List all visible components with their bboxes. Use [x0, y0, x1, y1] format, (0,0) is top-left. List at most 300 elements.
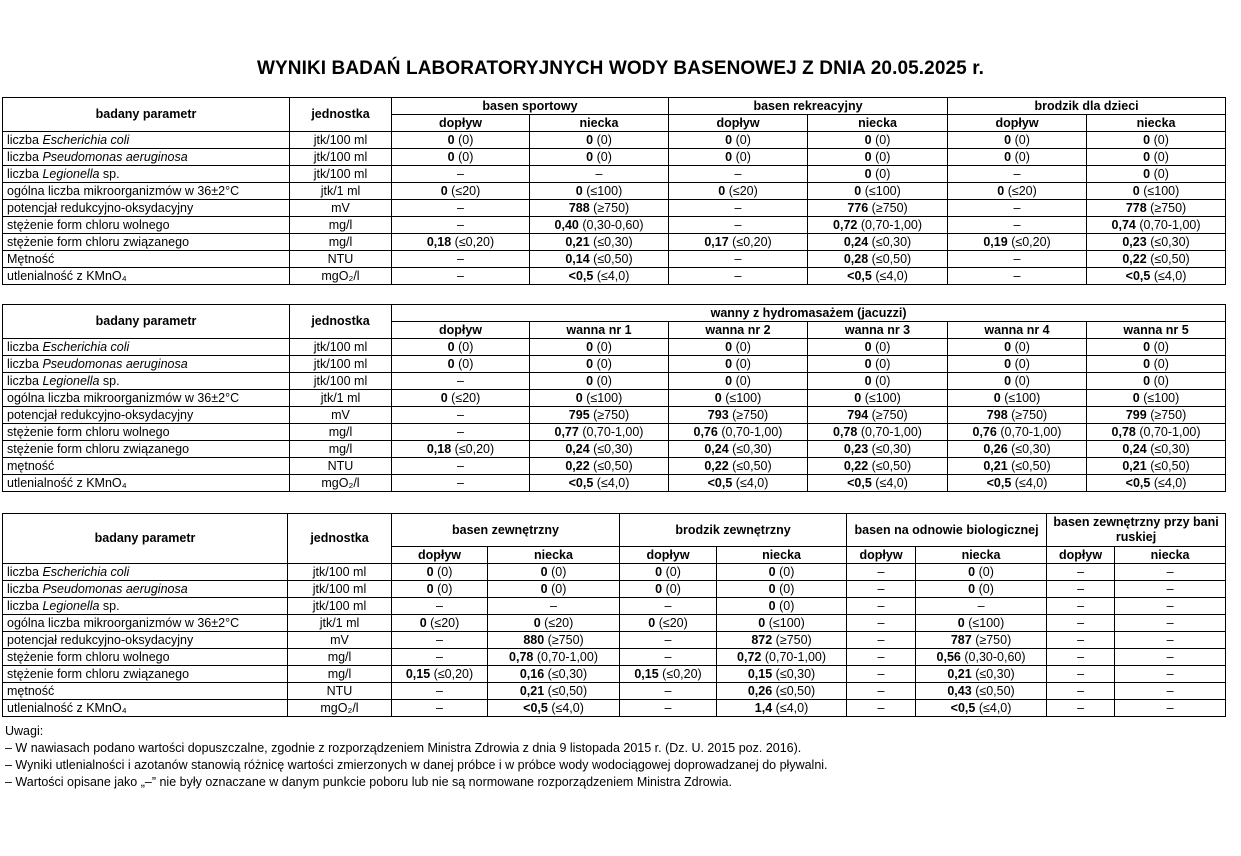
result-value: 0,15	[405, 666, 431, 681]
limit-value: (0)	[1014, 339, 1030, 354]
limit-value: –	[734, 200, 742, 215]
value-cell	[717, 598, 847, 615]
value-cell	[1115, 581, 1226, 598]
value-cell	[392, 390, 530, 407]
param-cell	[3, 268, 290, 285]
param-text: utlenialność z KMnO₄	[7, 268, 127, 283]
value-cell	[1087, 458, 1226, 475]
sub-header: dopływ	[847, 547, 916, 564]
param-cell	[3, 615, 288, 632]
limit-value: (≤100)	[864, 183, 901, 198]
limit-value: (0)	[875, 149, 891, 164]
limit-value: (0)	[875, 356, 891, 371]
value-cell	[1087, 200, 1226, 217]
value-cell	[916, 683, 1047, 700]
limit-value: –	[734, 251, 742, 266]
value-cell	[392, 581, 488, 598]
param-text: liczba	[7, 132, 43, 147]
result-value: 0	[586, 339, 594, 354]
value-cell	[1087, 268, 1226, 285]
limit-value: (≤100)	[768, 615, 805, 630]
limit-value: –	[1166, 564, 1174, 579]
result-value: 0	[447, 132, 455, 147]
table-body	[3, 564, 1226, 717]
value-cell	[392, 217, 530, 234]
value-cell	[392, 615, 488, 632]
limit-value: (≤0,30)	[547, 666, 588, 681]
value-cell	[948, 373, 1087, 390]
value-cell	[1087, 234, 1226, 251]
table-body	[3, 132, 1226, 285]
result-value: 0,19	[983, 234, 1008, 249]
limit-value: (0)	[596, 356, 612, 371]
value-cell	[1087, 251, 1226, 268]
table-row	[3, 683, 1226, 700]
value-cell	[1047, 649, 1115, 666]
value-cell	[488, 666, 620, 683]
result-value: 0	[447, 339, 455, 354]
value-cell	[948, 200, 1087, 217]
value-cell	[717, 666, 847, 683]
result-value: 0,21	[983, 458, 1008, 473]
limit-value: –	[1077, 683, 1085, 698]
limit-value: (≤0,30)	[732, 441, 772, 456]
result-value: 0	[725, 373, 733, 388]
table-row	[3, 390, 1226, 407]
value-cell	[948, 339, 1087, 356]
table-row	[3, 581, 1226, 598]
unit-header: jednostka	[288, 514, 392, 564]
result-value: 0	[648, 615, 656, 630]
limit-value: –	[1013, 166, 1021, 181]
value-cell	[669, 407, 808, 424]
param-text-italic: Legionella	[42, 166, 100, 181]
limit-value: –	[1077, 564, 1085, 579]
limit-value: (≤0,50)	[1150, 458, 1190, 473]
limit-value: (≤100)	[864, 390, 901, 405]
unit-cell: NTU	[290, 458, 392, 475]
result-value: 0	[997, 183, 1005, 198]
limit-value: –	[877, 615, 885, 630]
limit-value: (0)	[596, 373, 612, 388]
limit-value: –	[1166, 581, 1174, 596]
value-cell	[916, 598, 1047, 615]
limit-value: (≤20)	[430, 615, 460, 630]
param-cell	[3, 217, 290, 234]
value-cell	[620, 700, 717, 717]
param-text-italic: Escherichia coli	[42, 339, 130, 354]
unit-cell: mgO₂/l	[288, 700, 392, 717]
value-cell	[392, 407, 530, 424]
limit-value: –	[664, 598, 672, 613]
result-value: 0	[1004, 149, 1012, 164]
unit-header: jednostka	[290, 305, 392, 339]
value-cell	[669, 251, 808, 268]
value-cell	[669, 373, 808, 390]
value-cell	[1047, 598, 1115, 615]
value-cell	[1087, 407, 1226, 424]
result-value: 0	[864, 149, 872, 164]
value-cell	[948, 183, 1087, 200]
value-cell	[808, 149, 948, 166]
param-text: mętność	[7, 458, 55, 473]
limit-value: –	[436, 683, 443, 698]
group-header: brodzik zewnętrzny	[620, 514, 847, 547]
param-cell	[3, 441, 290, 458]
value-cell	[669, 356, 808, 373]
result-value: 0,77	[554, 424, 579, 439]
value-cell	[530, 183, 669, 200]
unit-cell: mgO₂/l	[290, 475, 392, 492]
limit-value: (0)	[1153, 149, 1169, 164]
value-cell	[1047, 683, 1115, 700]
result-value: 0	[725, 132, 733, 147]
table-row	[3, 217, 1226, 234]
param-cell	[3, 234, 290, 251]
limit-value: –	[1166, 615, 1174, 630]
limit-value: (≤4,0)	[775, 700, 809, 715]
result-value: 0	[440, 183, 448, 198]
limit-value: –	[734, 217, 742, 232]
unit-cell: mg/l	[290, 217, 392, 234]
result-value: 0	[864, 373, 872, 388]
table-row	[3, 649, 1226, 666]
limit-value: (0)	[779, 598, 795, 613]
limit-value: (0,70-1,00)	[1000, 424, 1062, 439]
table-row	[3, 166, 1226, 183]
value-cell	[808, 217, 948, 234]
result-value: 0,14	[565, 251, 590, 266]
limit-value: (0)	[735, 339, 751, 354]
result-value: 0	[1004, 339, 1012, 354]
param-text: sp.	[99, 166, 120, 181]
param-cell	[3, 407, 290, 424]
page-title: WYNIKI BADAŃ LABORATORYJNYCH WODY BASENOWEJ Z DNIA 20.05.2025 r.	[256, 58, 985, 79]
limit-value: –	[457, 424, 464, 439]
limit-value: –	[1077, 581, 1085, 596]
limit-value: (0,70-1,00)	[860, 217, 923, 232]
value-cell	[530, 339, 669, 356]
value-cell	[717, 615, 847, 632]
limit-value: –	[1077, 700, 1085, 715]
unit-cell: mg/l	[290, 234, 392, 251]
value-cell	[948, 268, 1087, 285]
limit-value: (0)	[1014, 132, 1030, 147]
value-cell	[808, 200, 948, 217]
value-cell	[948, 149, 1087, 166]
value-cell	[530, 458, 669, 475]
param-text-italic: Escherichia coli	[42, 132, 130, 147]
unit-cell: jtk/100 ml	[290, 339, 392, 356]
limit-value: –	[1013, 251, 1021, 266]
param-text: utlenialność z KMnO₄	[7, 700, 127, 715]
limit-value: (0)	[875, 166, 891, 181]
value-cell	[808, 339, 948, 356]
limit-value: (≤100)	[1143, 390, 1180, 405]
value-cell	[488, 632, 620, 649]
limit-value: (≤0,50)	[732, 458, 772, 473]
result-value: 0	[993, 390, 1001, 405]
param-text-italic: Legionella	[42, 373, 100, 388]
result-value: 0,76	[972, 424, 997, 439]
value-cell	[808, 424, 948, 441]
result-value: 0,78	[509, 649, 534, 664]
value-cell	[669, 475, 808, 492]
param-cell	[3, 373, 290, 390]
value-cell	[669, 339, 808, 356]
limit-value: –	[877, 700, 885, 715]
limit-value: –	[1077, 649, 1085, 664]
value-cell	[1087, 217, 1226, 234]
result-value: 778	[1125, 200, 1147, 215]
limit-value: (≤4,0)	[1153, 475, 1187, 490]
limit-value: –	[457, 217, 464, 232]
result-value: 0	[419, 615, 427, 630]
limit-value: (≤4,0)	[1014, 475, 1048, 490]
result-value: 0	[1132, 183, 1140, 198]
value-cell	[1087, 390, 1226, 407]
limit-value: –	[457, 475, 464, 490]
unit-cell: jtk/100 ml	[290, 149, 392, 166]
limit-value: (≤0,30)	[593, 234, 633, 249]
result-value: 0	[575, 183, 583, 198]
result-value: 0	[864, 356, 872, 371]
result-value: 788	[568, 200, 590, 215]
limit-value: –	[877, 598, 885, 613]
limit-value: (0)	[735, 356, 751, 371]
value-cell	[530, 373, 669, 390]
limit-value: (0)	[779, 564, 795, 579]
result-value: 0	[586, 373, 594, 388]
limit-value: (0)	[875, 339, 891, 354]
value-cell	[916, 632, 1047, 649]
table-row	[3, 132, 1226, 149]
result-value: 0	[655, 564, 663, 579]
value-cell	[392, 441, 530, 458]
value-cell	[948, 441, 1087, 458]
result-value: 0	[586, 149, 594, 164]
value-cell	[1087, 339, 1226, 356]
limit-value: –	[457, 268, 464, 283]
result-value: 0	[426, 564, 434, 579]
result-value: 0	[957, 615, 965, 630]
sub-header: niecka	[808, 115, 948, 132]
result-value: <0,5	[986, 475, 1012, 490]
result-value: 0,24	[843, 234, 869, 249]
param-text: potencjał redukcyjno-oksydacyjny	[7, 632, 194, 647]
limit-value: (≤20)	[1007, 183, 1037, 198]
table-row	[3, 268, 1226, 285]
table-row	[3, 356, 1226, 373]
value-cell	[1087, 166, 1226, 183]
limit-value: –	[734, 166, 742, 181]
limit-value: –	[436, 649, 443, 664]
param-cell	[3, 700, 288, 717]
value-cell	[948, 234, 1087, 251]
limit-value: (0,70-1,00)	[721, 424, 783, 439]
unit-cell: mg/l	[290, 441, 392, 458]
limit-value: (≤0,30)	[593, 441, 633, 456]
limit-value: –	[877, 666, 885, 681]
value-cell	[948, 166, 1087, 183]
value-cell	[1115, 666, 1226, 683]
value-cell	[717, 683, 847, 700]
limit-value: (≥750)	[547, 632, 584, 647]
value-cell	[530, 149, 669, 166]
limit-value: (≤0,30)	[871, 234, 912, 249]
value-cell	[1047, 581, 1115, 598]
limit-value: (≤0,50)	[871, 458, 912, 473]
sub-header: wanna nr 3	[808, 322, 948, 339]
param-cell	[3, 683, 288, 700]
limit-value: (0)	[665, 581, 681, 596]
result-value: 0,24	[704, 441, 729, 456]
limit-value: (≥750)	[871, 200, 908, 215]
results-table-jacuzzi	[2, 304, 1226, 492]
unit-cell: NTU	[288, 683, 392, 700]
table-row	[3, 149, 1226, 166]
value-cell	[669, 183, 808, 200]
value-cell	[1087, 424, 1226, 441]
value-cell	[948, 132, 1087, 149]
limit-value: –	[664, 700, 672, 715]
value-cell	[847, 700, 916, 717]
sub-header: niecka	[488, 547, 620, 564]
value-cell	[1047, 666, 1115, 683]
limit-value: (0)	[1014, 149, 1030, 164]
value-cell	[530, 390, 669, 407]
limit-value: (0)	[875, 373, 891, 388]
value-cell	[847, 683, 916, 700]
result-value: 0	[1143, 339, 1151, 354]
value-cell	[392, 683, 488, 700]
result-value: 0	[864, 339, 872, 354]
value-cell	[488, 649, 620, 666]
limit-value: –	[457, 373, 464, 388]
value-cell	[620, 564, 717, 581]
result-value: 0	[1143, 356, 1151, 371]
param-cell	[3, 339, 290, 356]
value-cell	[392, 234, 530, 251]
result-value: <0,5	[1125, 475, 1151, 490]
value-cell	[620, 598, 717, 615]
table-row	[3, 615, 1226, 632]
table-row	[3, 424, 1226, 441]
unit-cell: jtk/1 ml	[288, 615, 392, 632]
limit-value: (≤100)	[586, 183, 623, 198]
group-header: wanny z hydromasażem (jacuzzi)	[392, 305, 1226, 322]
sub-header: niecka	[1087, 115, 1226, 132]
limit-value: –	[664, 632, 672, 647]
limit-value: (≤0,20)	[454, 234, 495, 249]
value-cell	[392, 373, 530, 390]
limit-value: (≤0,30)	[1011, 441, 1051, 456]
table-row	[3, 339, 1226, 356]
value-cell	[669, 268, 808, 285]
limit-value: (≥750)	[1150, 407, 1187, 422]
param-header: badany parametr	[3, 305, 290, 339]
limit-value: (≤0,20)	[1011, 234, 1051, 249]
limit-value: (0)	[978, 581, 994, 596]
value-cell	[916, 581, 1047, 598]
value-cell	[808, 183, 948, 200]
table-row	[3, 234, 1226, 251]
value-cell	[392, 132, 530, 149]
unit-cell: mg/l	[290, 424, 392, 441]
limit-value: –	[1166, 700, 1174, 715]
result-value: 0	[1143, 166, 1151, 181]
result-value: 0,21	[1122, 458, 1147, 473]
result-value: 0	[968, 581, 976, 596]
value-cell	[530, 268, 669, 285]
result-value: 880	[523, 632, 545, 647]
result-value: 0,21	[565, 234, 590, 249]
limit-value: –	[1077, 598, 1085, 613]
value-cell	[392, 268, 530, 285]
value-cell	[808, 356, 948, 373]
value-cell	[847, 581, 916, 598]
result-value: 0,56	[936, 649, 961, 664]
param-cell	[3, 424, 290, 441]
value-cell	[1087, 183, 1226, 200]
value-cell	[808, 373, 948, 390]
result-value: 0	[1143, 149, 1151, 164]
unit-cell: mgO₂/l	[290, 268, 392, 285]
limit-value: –	[1013, 217, 1021, 232]
limit-value: –	[1166, 632, 1174, 647]
param-text: liczba	[7, 373, 43, 388]
limit-value: (≤4,0)	[735, 475, 769, 490]
limit-value: –	[664, 649, 672, 664]
limit-value: (≤0,50)	[975, 683, 1015, 698]
table-row	[3, 441, 1226, 458]
result-value: 0	[1004, 356, 1012, 371]
note-line: – Wyniki utlenialności i azotanów stanowią różnicę wartości zmierzonych w danej próbce i w próbce wody wodociągowej doprowadzanej do pływalni.	[5, 758, 828, 772]
limit-value: (≤20)	[544, 615, 574, 630]
value-cell	[620, 666, 717, 683]
limit-value: –	[1166, 649, 1174, 664]
unit-cell: jtk/100 ml	[290, 132, 392, 149]
result-value: 793	[707, 407, 729, 422]
result-value: <0,5	[707, 475, 733, 490]
group-header: basen rekreacyjny	[669, 98, 948, 115]
value-cell	[808, 166, 948, 183]
result-value: 0,21	[519, 683, 545, 698]
result-value: 0	[540, 581, 548, 596]
result-value: 0	[1143, 373, 1151, 388]
limit-value: (≤0,30)	[975, 666, 1015, 681]
result-value: 0	[864, 166, 872, 181]
param-text: Mętność	[7, 251, 55, 266]
result-value: 0	[718, 183, 726, 198]
result-value: 0,26	[983, 441, 1008, 456]
value-cell	[1047, 700, 1115, 717]
value-cell	[669, 217, 808, 234]
limit-value: (0)	[1153, 356, 1169, 371]
limit-value: (≤0,20)	[732, 234, 772, 249]
param-cell	[3, 458, 290, 475]
param-text: utlenialność z KMnO₄	[7, 475, 127, 490]
param-cell	[3, 149, 290, 166]
result-value: 0	[864, 132, 872, 147]
result-value: 872	[751, 632, 773, 647]
value-cell	[1115, 700, 1226, 717]
unit-cell: jtk/100 ml	[290, 166, 392, 183]
limit-value: (≤20)	[451, 390, 481, 405]
result-value: <0,5	[950, 700, 976, 715]
limit-value: –	[1077, 666, 1085, 681]
value-cell	[392, 356, 530, 373]
